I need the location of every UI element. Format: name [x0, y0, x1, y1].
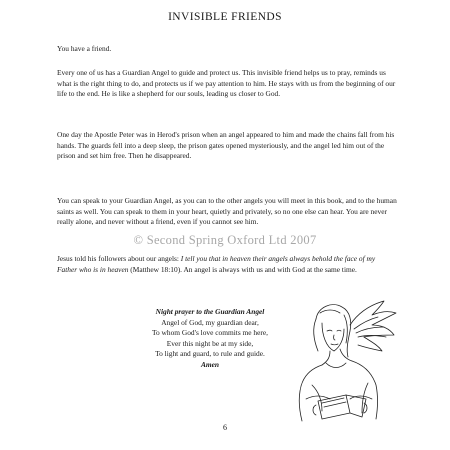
prayer-title: Night prayer to the Guardian Angel	[155, 307, 265, 316]
prayer-line: To light and guard, to rule and guide.	[155, 349, 265, 359]
guardian-angel-reading-drawing	[292, 295, 397, 425]
intro-text: You have a friend.	[57, 44, 112, 53]
prayer-line: Angel of God, my guardian dear,	[161, 317, 259, 327]
copyright-watermark: © Second Spring Oxford Ltd 2007	[133, 233, 317, 247]
quote-tail: (Matthew 18:10). An angel is always with us and with God at the same time.	[128, 264, 357, 274]
page-number: 6	[223, 423, 227, 432]
night-prayer	[110, 307, 310, 371]
paragraph-text	[57, 254, 397, 275]
paragraph-text: Every one of us has a Guardian Angel to guide and protect us. This invisible friend helps us to pray, reminds us what is the right thing to do, and protects us if we pay attention to him. He stays with us from the beginning of our life to the end. He is like a shepherd for our souls, leading us closer to God.	[57, 68, 396, 99]
paragraph-text: One day the Apostle Peter was in Herod's prison when an angel appeared to him and made the chains fall from his hands. The guards fell into a deep sleep, the prison gates opened mysteriously, and the angel led him out of the prison and set him free. Then he disappeared.	[57, 130, 395, 161]
paragraph-text: You can speak to your Guardian Angel, as you can to the other angels you will meet in this book, and to the human saints as well. You can speak to them in your heart, quietly and privately, so no one else can hear. You are never really alone, and never without a friend, even if you cannot see him.	[57, 196, 397, 227]
prayer-amen: Amen	[200, 359, 220, 369]
scripture-quote: I tell you that in heaven their angels always behold the face of my Father who is in heaven	[57, 254, 376, 274]
paragraph-matthew-quote	[57, 254, 397, 275]
paragraph-guardian-angel	[57, 68, 397, 100]
prayer-line: To whom God's love commits me here,	[152, 328, 268, 338]
prayer-line: Ever this night be at my side,	[166, 338, 254, 348]
page-title: INVISIBLE FRIENDS	[168, 11, 282, 23]
paragraph-speak-to-angel	[57, 196, 397, 228]
paragraph-peter-prison	[57, 130, 397, 162]
intro-paragraph	[57, 44, 397, 55]
quote-lead: Jesus told his followers about our angels:	[57, 254, 181, 263]
